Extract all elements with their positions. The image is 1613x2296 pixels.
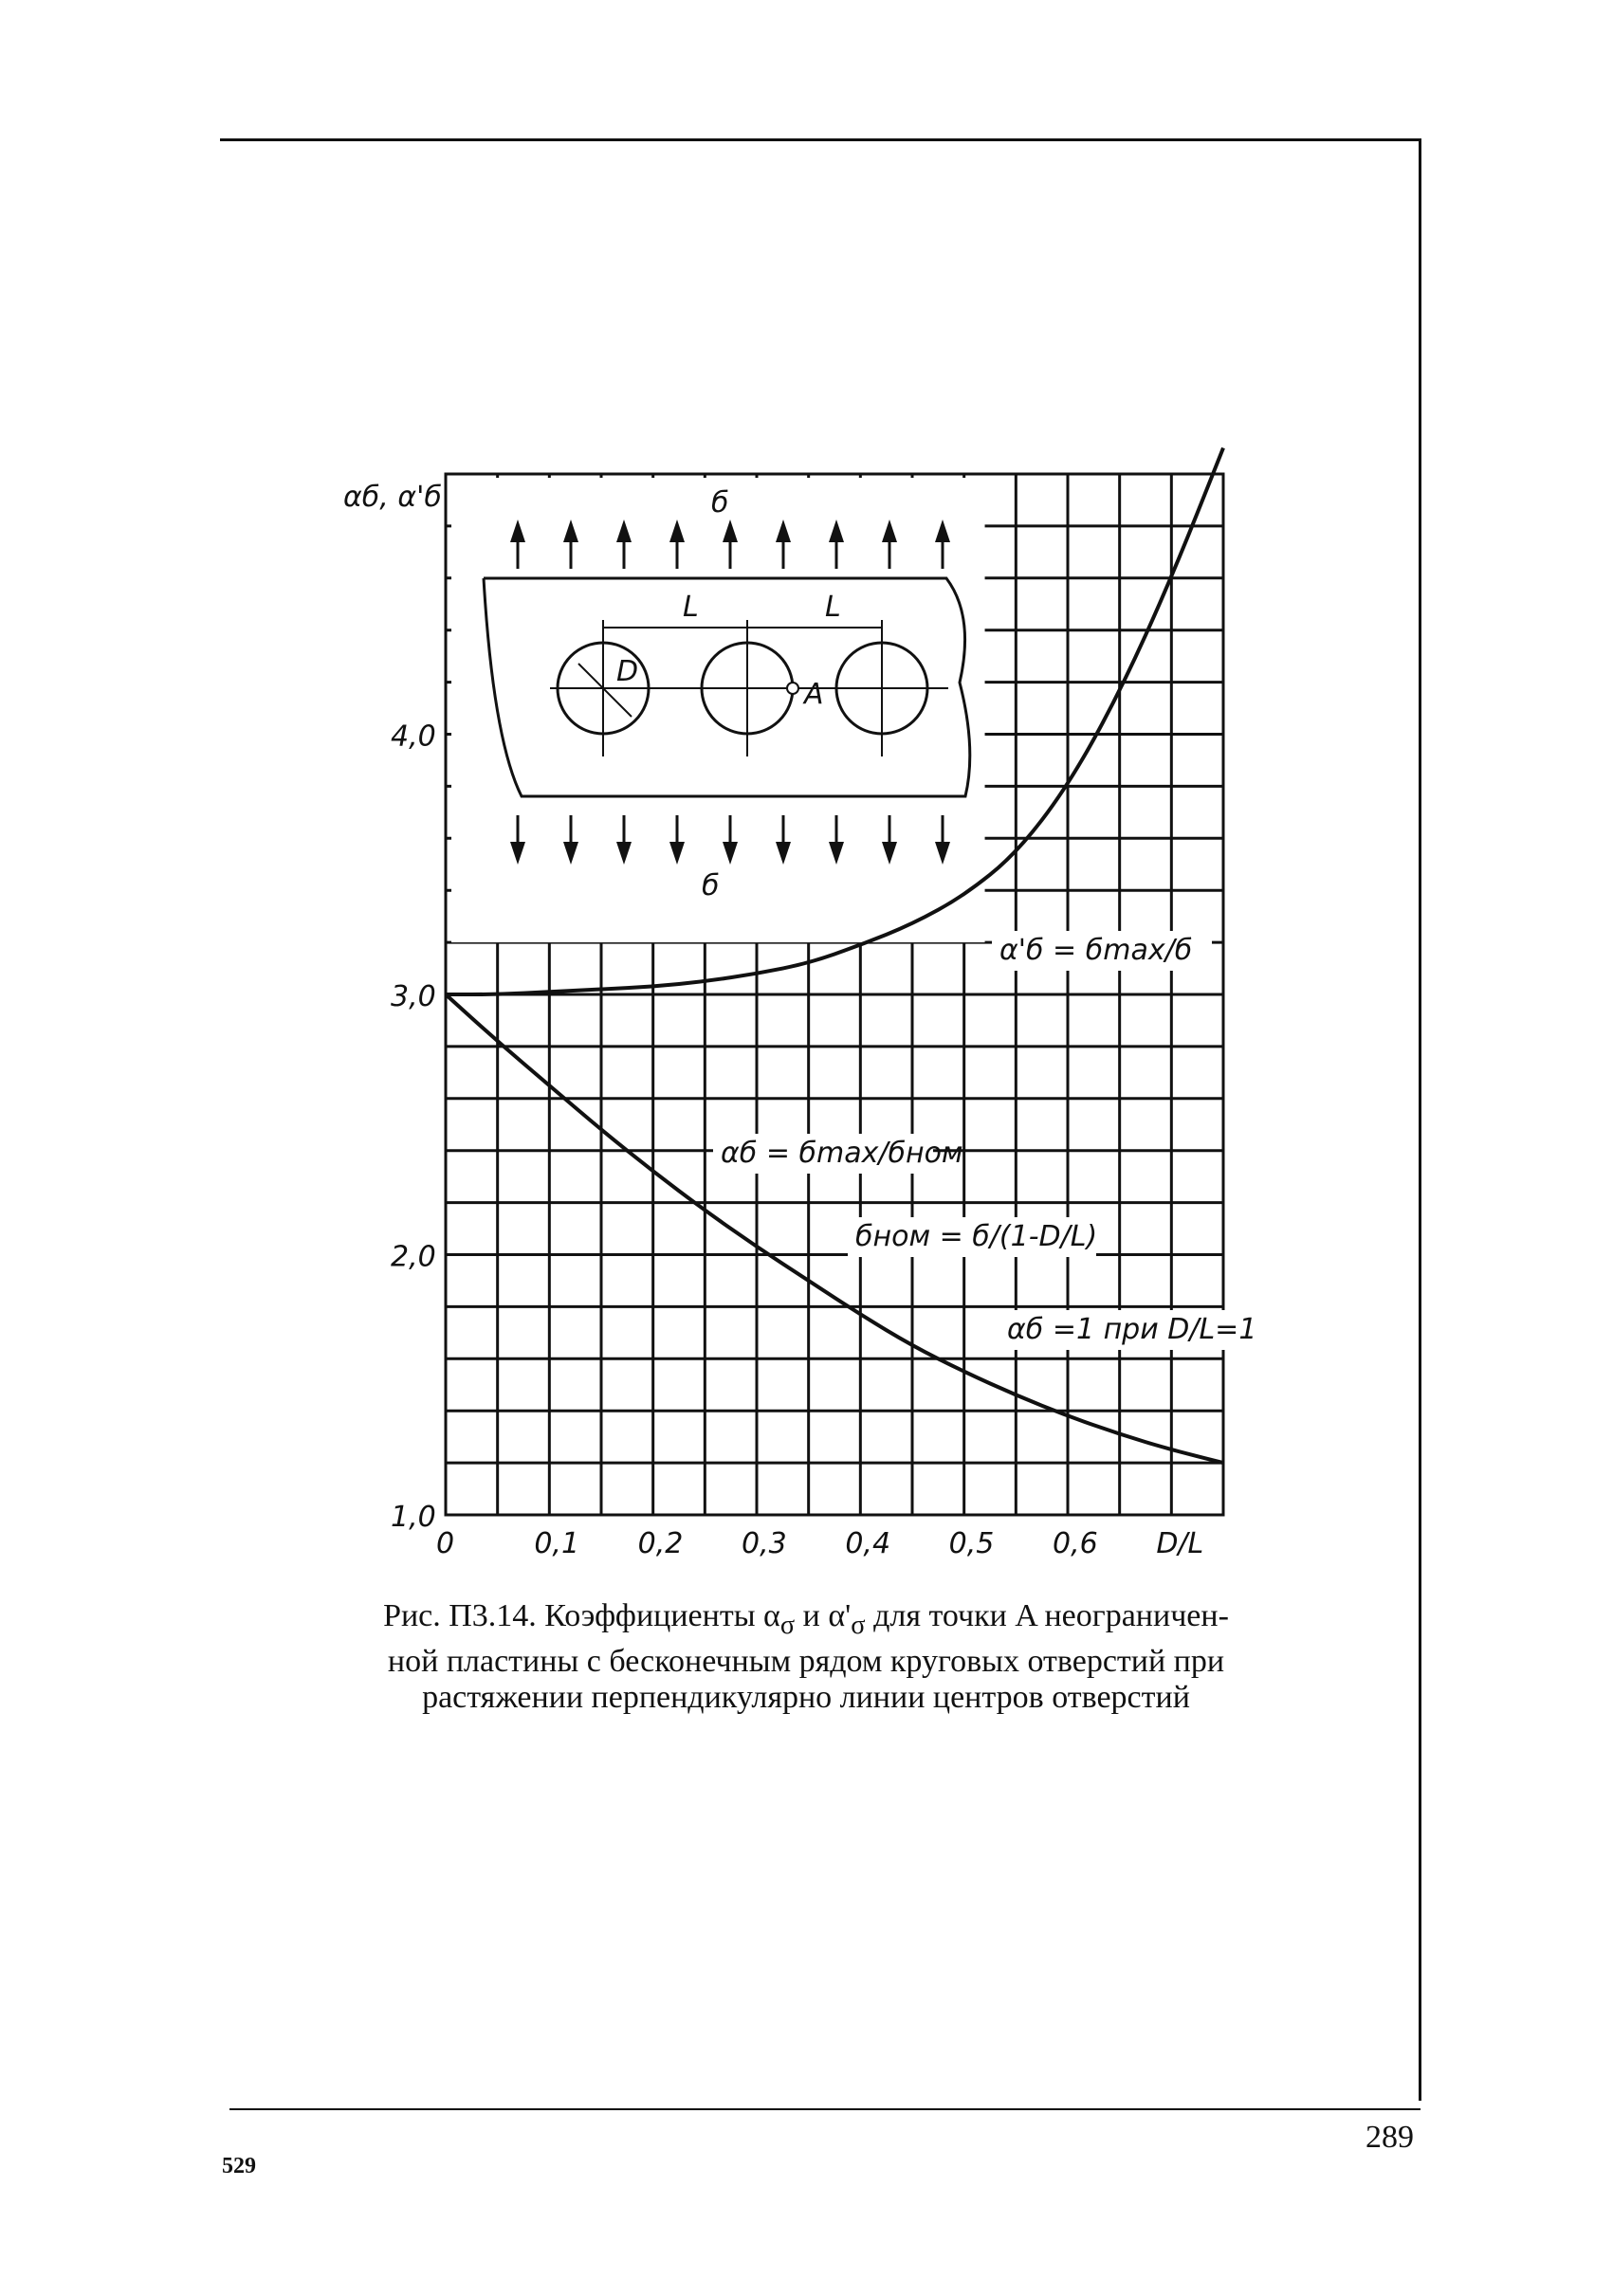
x-tick-label: 0,3 — [742, 1527, 787, 1560]
x-tick-label: D/L — [1156, 1527, 1204, 1560]
x-tick-label: 0,6 — [1053, 1527, 1098, 1560]
y-axis-label: αб, α'б — [343, 481, 442, 514]
annotation-1: αб =1 при D/L=1 — [1007, 1313, 1257, 1346]
page-code: 529 — [222, 2154, 256, 2178]
x-tick-label: 0 — [436, 1527, 455, 1560]
y-tick-label: 4,0 — [391, 720, 436, 754]
series-label-1: αб = бmax/бном — [721, 1137, 963, 1170]
y-tick-label: 3,0 — [391, 980, 436, 1013]
caption-line-1-b: и α' — [795, 1598, 852, 1633]
y-tick-label: 1,0 — [391, 1501, 436, 1534]
caption-line-1 — [313, 1598, 1299, 1644]
inset-label-stress-label-bottom: б — [702, 869, 720, 902]
caption-line-2: ной пластины с бесконечным рядом круговых отверстий при — [387, 1643, 1225, 1679]
inset-label-spacing-label-2: L — [825, 591, 841, 624]
x-tick-label: 0,4 — [845, 1527, 891, 1560]
y-tick-label: 2,0 — [391, 1240, 436, 1274]
inset-label-spacing-label-1: L — [683, 591, 699, 624]
caption-sub-2: σ — [851, 1610, 866, 1640]
series-line-1 — [446, 994, 1223, 1463]
series-label-0: α'б = бmax/б — [999, 934, 1193, 967]
caption-sub-1: σ — [779, 1610, 796, 1640]
inset-label-stress-label-top: б — [711, 486, 729, 519]
point-A-marker — [787, 683, 798, 694]
annotation-0: бном = б/(1-D/L) — [855, 1220, 1098, 1253]
page-number: 289 — [1366, 2120, 1414, 2155]
inset-label-diameter-label: D — [616, 655, 639, 688]
x-tick-label: 0,1 — [534, 1527, 580, 1560]
x-tick-label: 0,2 — [637, 1527, 684, 1560]
caption-line-1-c: для точки A неограничен- — [865, 1598, 1229, 1633]
inset-label-point-label: A — [804, 678, 824, 711]
x-tick-label: 0,5 — [948, 1527, 995, 1560]
caption-line-3: растяжении перпендикулярно линии центров отверстий — [422, 1679, 1190, 1715]
caption-line-1-a: Рис. П3.14. Коэффициенты α — [383, 1598, 780, 1633]
figure-caption — [313, 1598, 1299, 1716]
